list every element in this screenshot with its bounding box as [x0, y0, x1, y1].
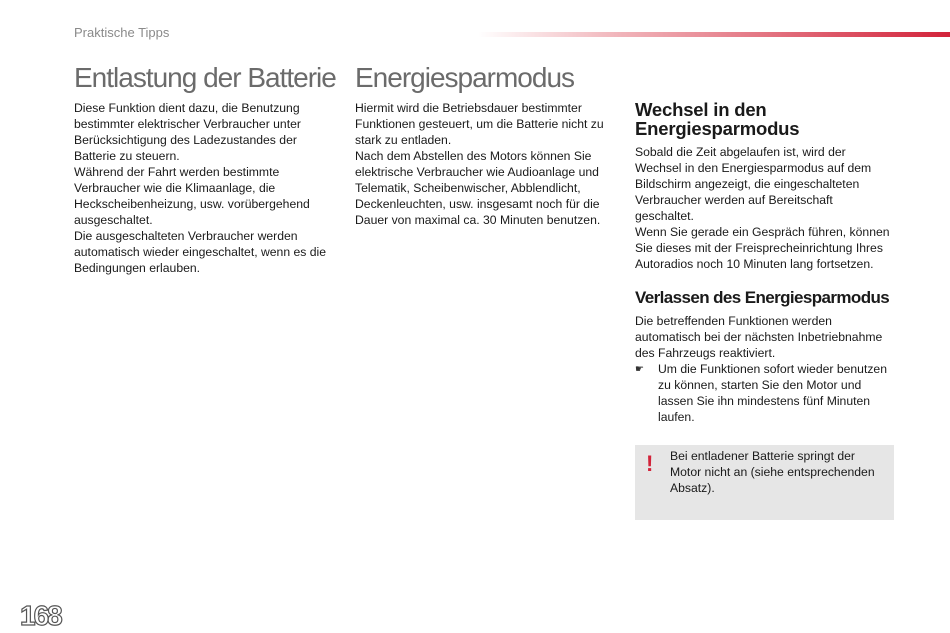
warning-text: Bei entladener Batterie springt der Motor nicht an (siehe entsprechenden Absatz).	[670, 449, 875, 495]
page-number: 168	[20, 600, 61, 631]
exclamation-icon: !	[646, 451, 654, 476]
paragraph: Diese Funktion dient dazu, die Benutzung bestimmter elektrischer Verbraucher unter Berücksichtigung des Ladezustandes der Batterie zu steuern.	[74, 101, 301, 163]
bullet-text: Um die Funktionen sofort wieder benutzen zu können, starten Sie den Motor und lassen Sie ihn mindestens fünf Minuten laufen.	[658, 362, 887, 424]
switch-mode-heading: Wechsel in den Energiesparmodus	[635, 99, 800, 139]
paragraph: Nach dem Abstellen des Motors können Sie elektrische Verbraucher wie Audioanlage und Telematik, Scheibenwischer, Abblendlicht, Deckenleuchten, usw. insgesamt noch für die Dauer von maximal ca. 30 Minuten benutzen.	[355, 149, 601, 227]
middle-column	[355, 60, 617, 228]
energy-saving-title: Energiesparmodus	[355, 62, 575, 93]
pointing-hand-icon: ☛	[635, 364, 644, 375]
header-accent-bar	[478, 32, 950, 37]
exit-mode-heading: Verlassen des Energiesparmodus	[635, 288, 890, 307]
paragraph: Während der Fahrt werden bestimmte Verbraucher wie die Klimaanlage, die Heckscheibenheizung, usw. vorübergehend ausgeschaltet.	[74, 165, 310, 227]
paragraph: Wenn Sie gerade ein Gespräch führen, können Sie dieses mit der Freisprecheinrichtung Ihres Autoradios noch 10 Minuten lang fortsetzen.	[635, 225, 890, 271]
section-header: Praktische Tipps	[74, 25, 170, 40]
paragraph: Hiermit wird die Betriebsdauer bestimmter Funktionen gesteuert, um die Batterie nicht zu stark zu entladen.	[355, 101, 604, 147]
paragraph: Die betreffenden Funktionen werden automatisch bei der nächsten Inbetriebnahme des Fahrzeugs reaktiviert.	[635, 314, 883, 360]
paragraph: Die ausgeschalteten Verbraucher werden automatisch wieder eingeschaltet, wenn es die Bedingungen erlauben.	[74, 229, 327, 275]
paragraph: Sobald die Zeit abgelaufen ist, wird der Wechsel in den Energiesparmodus auf dem Bildschirm angezeigt, die eingeschalteten Verbraucher werden auf Bereitschaft geschaltet.	[635, 145, 872, 223]
left-column	[74, 60, 336, 276]
battery-relief-title: Entlastung der Batterie	[74, 62, 336, 93]
bullet-item	[635, 361, 895, 425]
right-column	[635, 100, 895, 425]
warning-box	[635, 445, 894, 520]
